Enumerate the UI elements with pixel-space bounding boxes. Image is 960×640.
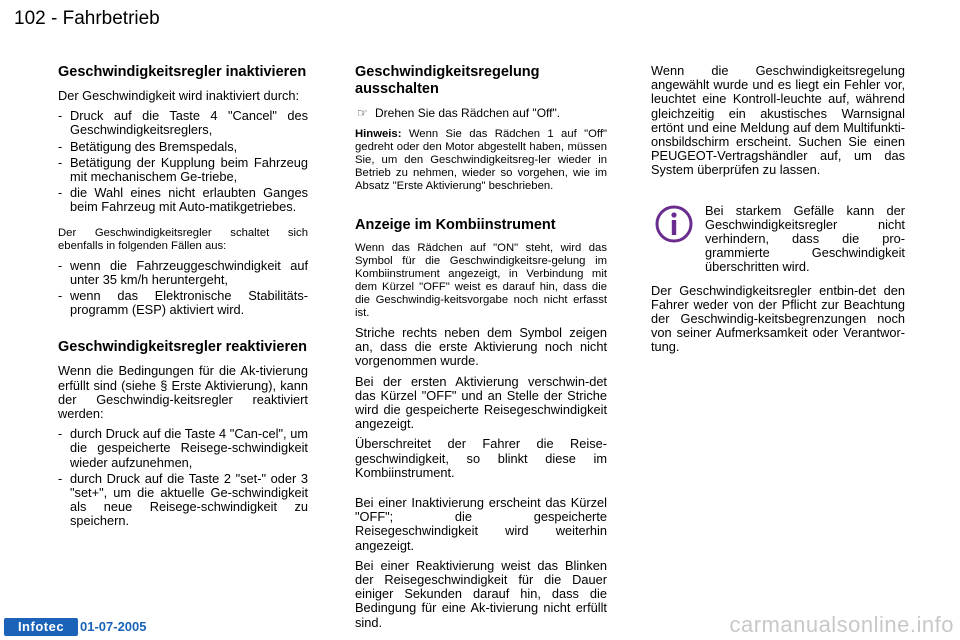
paragraph: Überschreitet der Fahrer die Reise-geschwindigkeit, so blinkt diese im Kombiinstrument. bbox=[355, 436, 607, 480]
section-heading-reactivate: Geschwindigkeitsregler reaktivieren bbox=[58, 339, 308, 356]
list-item: - Druck auf die Taste 4 "Cancel" des Geschwindigkeitsreglers, bbox=[58, 109, 308, 137]
paragraph: Bei einer Inaktivierung erscheint das Kürzel "OFF"; die gespeicherte Reisegeschwindigkeit wird weiterhin angezeigt. bbox=[355, 495, 607, 553]
list-item: - Betätigung des Bremspedals, bbox=[58, 140, 308, 154]
watermark: carmanualsonline.info bbox=[729, 612, 954, 637]
column-middle bbox=[355, 64, 607, 636]
hint-text: Wenn Sie das Rädchen 1 auf "Off" gedreht oder den Motor abgestellt haben, müssen Sie, um den Geschwindigkeitsreg-ler wieder in Betrieb zu nehmen, wieder so vorgehen, wie im Absatz "Erste Aktivierung" beschrieben. bbox=[355, 128, 607, 192]
paragraph: Striche rechts neben dem Symbol zeigen an, dass die erste Aktivierung noch nicht vorgenommen wurde. bbox=[355, 325, 607, 369]
deactivate-list bbox=[58, 109, 308, 214]
paragraph: Der Geschwindigkeitsregler entbin-det den Fahrer weder von der Pflicht zur Beachtung der Geschwindig-keitsbegrenzungen noch von seiner Aufmerksamkeit oder Verantwor-tung. bbox=[651, 282, 905, 355]
section-heading-switch-off: Geschwindigkeitsregelung ausschalten bbox=[355, 64, 540, 97]
list-item: - durch Druck auf die Taste 4 "Can-cel", um die gespeicherte Reisege-schwindigkeit wieder aufzunehmen, bbox=[58, 427, 308, 470]
page-title: 102 - Fahrbetrieb bbox=[14, 8, 160, 29]
list-item: - die Wahl eines nicht erlaubten Ganges beim Fahrzeug mit Auto-matikgetriebes. bbox=[58, 186, 308, 214]
list-item: - Betätigung der Kupplung beim Fahrzeug mit mechanischem Ge-triebe, bbox=[58, 156, 308, 184]
info-icon bbox=[654, 204, 694, 244]
hint-paragraph bbox=[355, 128, 607, 193]
info-text: Bei starkem Gefälle kann der Geschwindigkeitsregler nicht verhindern, dass die pro-grammierte Geschwindigkeit überschritten wird. bbox=[705, 202, 905, 275]
section-heading-display: Anzeige im Kombiinstrument bbox=[355, 217, 556, 233]
pointing-hand-icon: ☞ bbox=[357, 106, 368, 120]
paragraph: Bei einer Reaktivierung weist das Blinken der Reisegeschwindigkeit für die Dauer einiger Sekunden darauf hin, dass die Bedingung für eine Ak-tivierung nicht erfüllt sind. bbox=[355, 557, 607, 630]
edition-date: 01-07-2005 bbox=[80, 619, 147, 634]
instruction-text: Drehen Sie das Rädchen auf "Off". bbox=[375, 106, 561, 120]
infotec-logo: Infotec bbox=[4, 618, 78, 636]
list-item: - wenn das Elektronische Stabilitäts-programm (ESP) aktiviert wird. bbox=[58, 289, 308, 317]
paragraph: Wenn die Bedingungen für die Ak-tivierung erfüllt sind (siehe § Erste Aktivierung), kann der Geschwindig-keitsregler reaktiviert werden: bbox=[58, 363, 308, 422]
paragraph: Bei der ersten Aktivierung verschwin-det das Kürzel "OFF" und an Stelle der Striche wird die gespeicherte Reisegeschwindigkeit angezeigt. bbox=[355, 373, 607, 432]
column-right bbox=[651, 64, 905, 361]
column-left bbox=[58, 64, 308, 535]
list-item: - durch Druck auf die Taste 2 "set-" oder 3 "set+", um die aktuelle Ge-schwindigkeit als neue Reisege-schwindigkeit zu speichern. bbox=[58, 472, 308, 529]
paragraph: Der Geschwindigkeitsregler schaltet sich ebenfalls in folgenden Fällen aus: bbox=[58, 226, 308, 252]
instruction-line bbox=[355, 106, 607, 120]
info-note bbox=[651, 204, 905, 284]
auto-deactivate-list bbox=[58, 259, 308, 318]
reactivate-list bbox=[58, 427, 308, 528]
section-heading-deactivate: Geschwindigkeitsregler inaktivieren bbox=[58, 64, 307, 80]
hint-label: Hinweis: bbox=[355, 128, 402, 140]
list-item: - wenn die Fahrzeuggeschwindigkeit auf unter 35 km/h heruntergeht, bbox=[58, 259, 308, 287]
paragraph: Der Geschwindigkeit wird inaktiviert durch: bbox=[58, 88, 300, 103]
paragraph: Wenn die Geschwindigkeitsregelung angewählt wurde und es liegt ein Fehler vor, leuchtet eine Kontroll-leuchte auf, während gleichzeitig ein akustisches Warnsignal ertönt und eine Meldung auf dem Multifunkti-onsbildschirm erscheint. Suchen Sie einen PEUGEOT-Vertragshändler auf, um das System überprüfen zu lassen. bbox=[651, 63, 905, 178]
paragraph: Wenn das Rädchen auf "ON" steht, wird das Symbol für die Geschwindigkeitsre-gelung im Kombiinstrument angezeigt, in Verbindung mit dem Kürzel "OFF" weist es darauf hin, dass die die Geschwindig-keitsvorgabe noch nicht erfasst ist. bbox=[355, 242, 607, 319]
